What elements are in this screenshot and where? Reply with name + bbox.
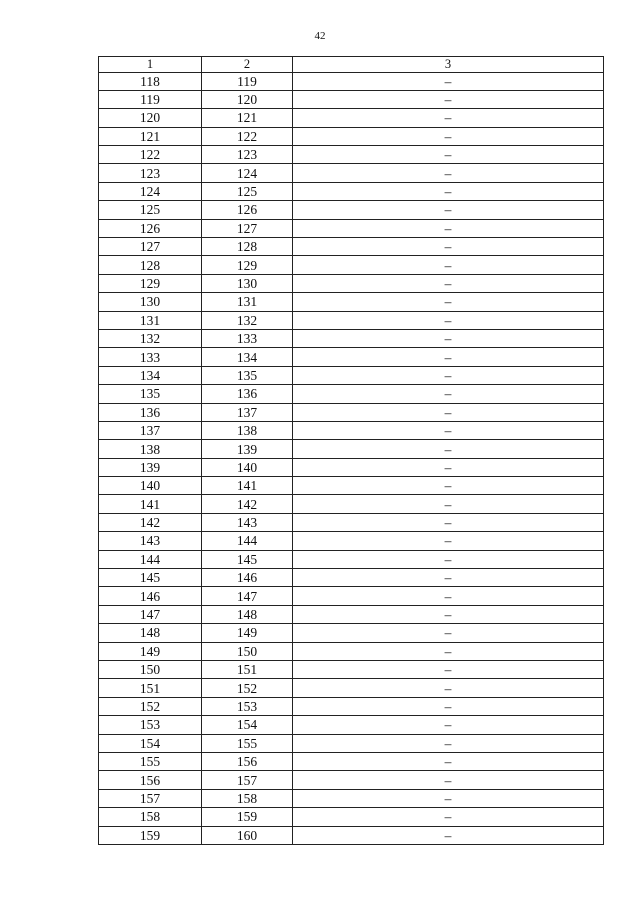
cell-col-3: –	[293, 550, 604, 568]
cell-col-3: –	[293, 661, 604, 679]
cell-col-1: 118	[99, 72, 202, 90]
cell-col-2: 133	[202, 329, 293, 347]
cell-col-3: –	[293, 164, 604, 182]
table-row	[99, 256, 604, 274]
cell-col-3: –	[293, 329, 604, 347]
cell-col-1: 127	[99, 238, 202, 256]
table-row	[99, 385, 604, 403]
cell-col-1: 150	[99, 661, 202, 679]
cell-col-2: 140	[202, 458, 293, 476]
cell-col-3: –	[293, 127, 604, 145]
cell-col-1: 147	[99, 605, 202, 623]
column-header-2: 2	[202, 57, 293, 73]
cell-col-2: 160	[202, 826, 293, 844]
table-row	[99, 311, 604, 329]
table-row	[99, 403, 604, 421]
table-row	[99, 72, 604, 90]
table-row	[99, 182, 604, 200]
table-row	[99, 642, 604, 660]
cell-col-2: 143	[202, 513, 293, 531]
table-row	[99, 477, 604, 495]
cell-col-3: –	[293, 146, 604, 164]
cell-col-2: 134	[202, 348, 293, 366]
cell-col-3: –	[293, 771, 604, 789]
cell-col-2: 146	[202, 569, 293, 587]
cell-col-2: 122	[202, 127, 293, 145]
table-row	[99, 127, 604, 145]
table-row	[99, 274, 604, 292]
cell-col-1: 120	[99, 109, 202, 127]
cell-col-1: 145	[99, 569, 202, 587]
table-row	[99, 201, 604, 219]
table-row	[99, 366, 604, 384]
cell-col-3: –	[293, 458, 604, 476]
table-row	[99, 329, 604, 347]
cell-col-1: 153	[99, 716, 202, 734]
cell-col-3: –	[293, 513, 604, 531]
table-row	[99, 771, 604, 789]
cell-col-3: –	[293, 477, 604, 495]
cell-col-3: –	[293, 348, 604, 366]
cell-col-2: 123	[202, 146, 293, 164]
cell-col-2: 120	[202, 90, 293, 108]
table-row	[99, 605, 604, 623]
cell-col-3: –	[293, 385, 604, 403]
table-row	[99, 219, 604, 237]
cell-col-2: 147	[202, 587, 293, 605]
cell-col-3: –	[293, 642, 604, 660]
cell-col-1: 128	[99, 256, 202, 274]
cell-col-3: –	[293, 495, 604, 513]
table-row	[99, 293, 604, 311]
cell-col-3: –	[293, 311, 604, 329]
cell-col-2: 136	[202, 385, 293, 403]
cell-col-1: 155	[99, 752, 202, 770]
cell-col-3: –	[293, 808, 604, 826]
cell-col-1: 143	[99, 532, 202, 550]
cell-col-1: 149	[99, 642, 202, 660]
table-row	[99, 440, 604, 458]
table-row	[99, 697, 604, 715]
cell-col-1: 130	[99, 293, 202, 311]
table-body	[99, 72, 604, 844]
cell-col-1: 152	[99, 697, 202, 715]
cell-col-2: 129	[202, 256, 293, 274]
cell-col-2: 151	[202, 661, 293, 679]
cell-col-1: 157	[99, 789, 202, 807]
cell-col-1: 129	[99, 274, 202, 292]
cell-col-3: –	[293, 182, 604, 200]
cell-col-3: –	[293, 109, 604, 127]
cell-col-1: 144	[99, 550, 202, 568]
cell-col-2: 126	[202, 201, 293, 219]
cell-col-1: 148	[99, 624, 202, 642]
cell-col-1: 142	[99, 513, 202, 531]
cell-col-1: 156	[99, 771, 202, 789]
cell-col-1: 138	[99, 440, 202, 458]
table-row	[99, 109, 604, 127]
cell-col-2: 119	[202, 72, 293, 90]
header-row	[99, 57, 604, 73]
cell-col-2: 142	[202, 495, 293, 513]
cell-col-1: 121	[99, 127, 202, 145]
cell-col-3: –	[293, 789, 604, 807]
cell-col-2: 124	[202, 164, 293, 182]
cell-col-3: –	[293, 256, 604, 274]
cell-col-2: 121	[202, 109, 293, 127]
cell-col-1: 119	[99, 90, 202, 108]
table-row	[99, 421, 604, 439]
table-row	[99, 826, 604, 844]
table-row	[99, 513, 604, 531]
cell-col-2: 153	[202, 697, 293, 715]
table-row	[99, 146, 604, 164]
table-row	[99, 624, 604, 642]
cell-col-3: –	[293, 219, 604, 237]
table-row	[99, 164, 604, 182]
table-row	[99, 716, 604, 734]
cell-col-2: 132	[202, 311, 293, 329]
cell-col-1: 158	[99, 808, 202, 826]
cell-col-3: –	[293, 716, 604, 734]
cell-col-2: 159	[202, 808, 293, 826]
cell-col-1: 159	[99, 826, 202, 844]
table-row	[99, 569, 604, 587]
cell-col-3: –	[293, 403, 604, 421]
cell-col-3: –	[293, 201, 604, 219]
cell-col-2: 130	[202, 274, 293, 292]
cell-col-3: –	[293, 90, 604, 108]
table-row	[99, 679, 604, 697]
cell-col-2: 141	[202, 477, 293, 495]
cell-col-2: 148	[202, 605, 293, 623]
cell-col-1: 146	[99, 587, 202, 605]
cell-col-2: 149	[202, 624, 293, 642]
cell-col-1: 137	[99, 421, 202, 439]
cell-col-2: 154	[202, 716, 293, 734]
cell-col-1: 134	[99, 366, 202, 384]
cell-col-1: 131	[99, 311, 202, 329]
cell-col-2: 125	[202, 182, 293, 200]
cell-col-2: 128	[202, 238, 293, 256]
cell-col-2: 150	[202, 642, 293, 660]
cell-col-3: –	[293, 274, 604, 292]
cell-col-3: –	[293, 624, 604, 642]
cell-col-2: 155	[202, 734, 293, 752]
table-row	[99, 495, 604, 513]
cell-col-1: 125	[99, 201, 202, 219]
table-row	[99, 238, 604, 256]
cell-col-3: –	[293, 72, 604, 90]
cell-col-2: 135	[202, 366, 293, 384]
column-header-3: 3	[293, 57, 604, 73]
cell-col-1: 136	[99, 403, 202, 421]
cell-col-2: 144	[202, 532, 293, 550]
cell-col-3: –	[293, 421, 604, 439]
cell-col-1: 133	[99, 348, 202, 366]
cell-col-3: –	[293, 697, 604, 715]
table-row	[99, 808, 604, 826]
cell-col-1: 123	[99, 164, 202, 182]
cell-col-2: 137	[202, 403, 293, 421]
cell-col-2: 138	[202, 421, 293, 439]
table-row	[99, 550, 604, 568]
cell-col-3: –	[293, 587, 604, 605]
cell-col-2: 131	[202, 293, 293, 311]
cell-col-2: 139	[202, 440, 293, 458]
cell-col-3: –	[293, 605, 604, 623]
cell-col-1: 122	[99, 146, 202, 164]
table-row	[99, 532, 604, 550]
cell-col-3: –	[293, 293, 604, 311]
cell-col-1: 126	[99, 219, 202, 237]
cell-col-1: 154	[99, 734, 202, 752]
cell-col-2: 157	[202, 771, 293, 789]
table-row	[99, 348, 604, 366]
cell-col-1: 141	[99, 495, 202, 513]
cell-col-1: 139	[99, 458, 202, 476]
cell-col-1: 124	[99, 182, 202, 200]
table-row	[99, 587, 604, 605]
cell-col-1: 140	[99, 477, 202, 495]
cell-col-3: –	[293, 366, 604, 384]
cell-col-3: –	[293, 569, 604, 587]
cell-col-1: 151	[99, 679, 202, 697]
page-number: 42	[314, 30, 326, 42]
table-row	[99, 458, 604, 476]
cell-col-1: 135	[99, 385, 202, 403]
cell-col-2: 156	[202, 752, 293, 770]
cell-col-3: –	[293, 734, 604, 752]
data-table	[98, 56, 604, 845]
cell-col-3: –	[293, 679, 604, 697]
cell-col-2: 158	[202, 789, 293, 807]
cell-col-3: –	[293, 440, 604, 458]
column-header-1: 1	[99, 57, 202, 73]
table-row	[99, 90, 604, 108]
cell-col-1: 132	[99, 329, 202, 347]
table-row	[99, 752, 604, 770]
cell-col-2: 152	[202, 679, 293, 697]
cell-col-2: 145	[202, 550, 293, 568]
cell-col-2: 127	[202, 219, 293, 237]
cell-col-3: –	[293, 238, 604, 256]
table-row	[99, 734, 604, 752]
cell-col-3: –	[293, 532, 604, 550]
table-row	[99, 661, 604, 679]
table-row	[99, 789, 604, 807]
cell-col-3: –	[293, 826, 604, 844]
cell-col-3: –	[293, 752, 604, 770]
